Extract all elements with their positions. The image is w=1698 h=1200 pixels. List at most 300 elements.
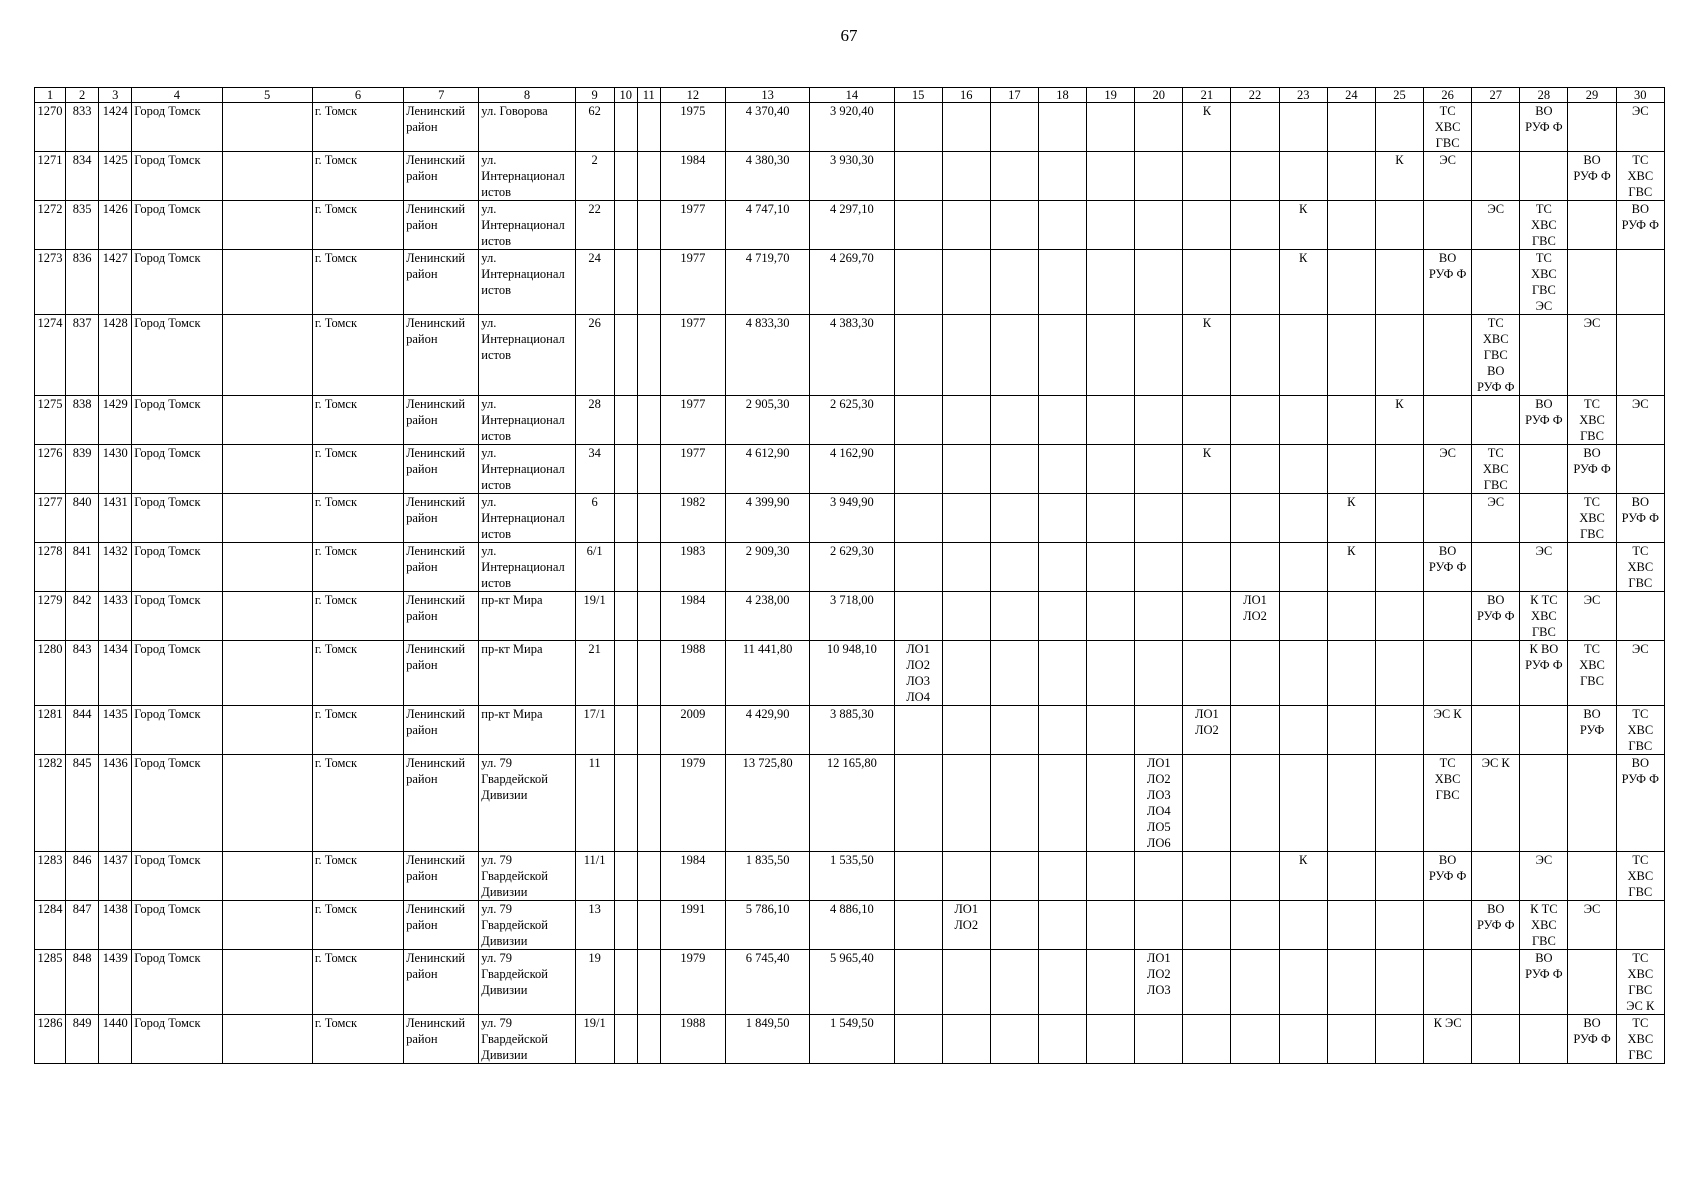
cell-col-15 — [894, 494, 942, 543]
cell-col-23 — [1279, 494, 1327, 543]
cell-col-19 — [1087, 852, 1135, 901]
column-header-6: 6 — [312, 88, 403, 103]
cell-col-18 — [1038, 592, 1086, 641]
cell-col-9: 24 — [575, 250, 614, 315]
cell-col-17 — [990, 152, 1038, 201]
cell-col-24: К — [1327, 494, 1375, 543]
cell-col-24 — [1327, 592, 1375, 641]
cell-col-8: ул. Говорова — [479, 103, 575, 152]
cell-col-10 — [614, 250, 637, 315]
cell-col-25 — [1375, 315, 1423, 396]
cell-col-14: 1 549,50 — [810, 1015, 894, 1064]
cell-col-5 — [222, 901, 312, 950]
cell-col-12: 1984 — [660, 852, 725, 901]
cell-col-9: 19 — [575, 950, 614, 1015]
cell-col-20 — [1135, 445, 1183, 494]
cell-col-1: 1275 — [35, 396, 66, 445]
cell-col-22 — [1231, 1015, 1279, 1064]
cell-col-6: г. Томск — [312, 706, 403, 755]
cell-col-20 — [1135, 641, 1183, 706]
cell-col-10 — [614, 755, 637, 852]
cell-col-3: 1438 — [99, 901, 132, 950]
cell-col-26 — [1424, 494, 1472, 543]
cell-col-30: ВО РУФ Ф — [1616, 494, 1664, 543]
column-header-8: 8 — [479, 88, 575, 103]
cell-col-29: ЭС — [1568, 315, 1616, 396]
cell-col-7: Ленинский район — [404, 201, 479, 250]
cell-col-17 — [990, 1015, 1038, 1064]
cell-col-10 — [614, 445, 637, 494]
cell-col-1: 1285 — [35, 950, 66, 1015]
cell-col-15 — [894, 543, 942, 592]
cell-col-6: г. Томск — [312, 152, 403, 201]
cell-col-22 — [1231, 543, 1279, 592]
cell-col-15 — [894, 950, 942, 1015]
cell-col-14: 12 165,80 — [810, 755, 894, 852]
cell-col-12: 1977 — [660, 396, 725, 445]
cell-col-2: 842 — [66, 592, 99, 641]
cell-col-13: 1 835,50 — [726, 852, 810, 901]
cell-col-9: 22 — [575, 201, 614, 250]
column-header-23: 23 — [1279, 88, 1327, 103]
cell-col-11 — [637, 950, 660, 1015]
cell-col-21 — [1183, 250, 1231, 315]
cell-col-12: 1984 — [660, 152, 725, 201]
cell-col-1: 1274 — [35, 315, 66, 396]
data-table — [34, 87, 1665, 1064]
cell-col-28 — [1520, 315, 1568, 396]
cell-col-22 — [1231, 706, 1279, 755]
cell-col-8: ул. 79 Гвардейской Дивизии — [479, 1015, 575, 1064]
cell-col-3: 1426 — [99, 201, 132, 250]
cell-col-11 — [637, 396, 660, 445]
cell-col-25 — [1375, 250, 1423, 315]
cell-col-19 — [1087, 901, 1135, 950]
cell-col-5 — [222, 592, 312, 641]
cell-col-28: ЭС — [1520, 543, 1568, 592]
cell-col-4: Город Томск — [132, 950, 222, 1015]
cell-col-10 — [614, 950, 637, 1015]
cell-col-14: 3 885,30 — [810, 706, 894, 755]
cell-col-17 — [990, 706, 1038, 755]
cell-col-21 — [1183, 201, 1231, 250]
cell-col-28: К ТС ХВС ГВС — [1520, 592, 1568, 641]
cell-col-2: 849 — [66, 1015, 99, 1064]
cell-col-2: 846 — [66, 852, 99, 901]
table-row — [35, 201, 1665, 250]
cell-col-11 — [637, 543, 660, 592]
cell-col-11 — [637, 901, 660, 950]
cell-col-17 — [990, 755, 1038, 852]
cell-col-3: 1439 — [99, 950, 132, 1015]
table-row — [35, 445, 1665, 494]
cell-col-14: 4 297,10 — [810, 201, 894, 250]
cell-col-2: 836 — [66, 250, 99, 315]
cell-col-26: ЭС К — [1424, 706, 1472, 755]
cell-col-21 — [1183, 592, 1231, 641]
cell-col-2: 845 — [66, 755, 99, 852]
cell-col-29: ВО РУФ — [1568, 706, 1616, 755]
cell-col-6: г. Томск — [312, 755, 403, 852]
cell-col-17 — [990, 250, 1038, 315]
cell-col-12: 1991 — [660, 901, 725, 950]
cell-col-6: г. Томск — [312, 543, 403, 592]
cell-col-23 — [1279, 901, 1327, 950]
cell-col-18 — [1038, 445, 1086, 494]
cell-col-23 — [1279, 592, 1327, 641]
cell-col-8: пр-кт Мира — [479, 592, 575, 641]
cell-col-8: пр-кт Мира — [479, 641, 575, 706]
cell-col-12: 1977 — [660, 315, 725, 396]
cell-col-25 — [1375, 494, 1423, 543]
cell-col-25 — [1375, 543, 1423, 592]
cell-col-7: Ленинский район — [404, 1015, 479, 1064]
cell-col-22 — [1231, 315, 1279, 396]
cell-col-15 — [894, 152, 942, 201]
column-header-11: 11 — [637, 88, 660, 103]
cell-col-21: К — [1183, 315, 1231, 396]
cell-col-19 — [1087, 201, 1135, 250]
cell-col-28: ТС ХВС ГВС ЭС — [1520, 250, 1568, 315]
cell-col-15 — [894, 396, 942, 445]
cell-col-18 — [1038, 543, 1086, 592]
cell-col-2: 843 — [66, 641, 99, 706]
table-row — [35, 494, 1665, 543]
cell-col-21 — [1183, 950, 1231, 1015]
cell-col-8: ул. Интернационал истов — [479, 494, 575, 543]
cell-col-30: ТС ХВС ГВС — [1616, 1015, 1664, 1064]
cell-col-13: 4 612,90 — [726, 445, 810, 494]
cell-col-27: ТС ХВС ГВС — [1472, 445, 1520, 494]
cell-col-13: 4 399,90 — [726, 494, 810, 543]
cell-col-10 — [614, 641, 637, 706]
cell-col-27: ЭС — [1472, 201, 1520, 250]
cell-col-23 — [1279, 950, 1327, 1015]
cell-col-3: 1434 — [99, 641, 132, 706]
cell-col-18 — [1038, 201, 1086, 250]
cell-col-10 — [614, 152, 637, 201]
cell-col-14: 2 629,30 — [810, 543, 894, 592]
cell-col-20 — [1135, 706, 1183, 755]
cell-col-28: К ТС ХВС ГВС — [1520, 901, 1568, 950]
cell-col-5 — [222, 1015, 312, 1064]
cell-col-6: г. Томск — [312, 201, 403, 250]
column-header-25: 25 — [1375, 88, 1423, 103]
cell-col-13: 4 719,70 — [726, 250, 810, 315]
cell-col-4: Город Томск — [132, 641, 222, 706]
cell-col-20 — [1135, 901, 1183, 950]
cell-col-3: 1427 — [99, 250, 132, 315]
cell-col-28 — [1520, 152, 1568, 201]
table-row — [35, 543, 1665, 592]
cell-col-30: ТС ХВС ГВС — [1616, 152, 1664, 201]
cell-col-29: ТС ХВС ГВС — [1568, 494, 1616, 543]
cell-col-26 — [1424, 201, 1472, 250]
cell-col-3: 1431 — [99, 494, 132, 543]
cell-col-2: 837 — [66, 315, 99, 396]
cell-col-26 — [1424, 641, 1472, 706]
cell-col-24 — [1327, 852, 1375, 901]
cell-col-7: Ленинский район — [404, 543, 479, 592]
cell-col-17 — [990, 901, 1038, 950]
cell-col-17 — [990, 494, 1038, 543]
cell-col-17 — [990, 950, 1038, 1015]
cell-col-15 — [894, 445, 942, 494]
cell-col-18 — [1038, 901, 1086, 950]
cell-col-23 — [1279, 543, 1327, 592]
cell-col-17 — [990, 852, 1038, 901]
cell-col-30: ЭС — [1616, 103, 1664, 152]
cell-col-29: ВО РУФ Ф — [1568, 152, 1616, 201]
cell-col-3: 1437 — [99, 852, 132, 901]
cell-col-7: Ленинский район — [404, 396, 479, 445]
column-header-17: 17 — [990, 88, 1038, 103]
table-row — [35, 852, 1665, 901]
cell-col-9: 26 — [575, 315, 614, 396]
cell-col-15 — [894, 706, 942, 755]
cell-col-26 — [1424, 315, 1472, 396]
cell-col-6: г. Томск — [312, 445, 403, 494]
cell-col-24 — [1327, 396, 1375, 445]
cell-col-5 — [222, 641, 312, 706]
cell-col-29: ЭС — [1568, 592, 1616, 641]
cell-col-12: 1975 — [660, 103, 725, 152]
cell-col-23 — [1279, 315, 1327, 396]
column-header-14: 14 — [810, 88, 894, 103]
cell-col-13: 4 370,40 — [726, 103, 810, 152]
cell-col-1: 1278 — [35, 543, 66, 592]
cell-col-23 — [1279, 152, 1327, 201]
cell-col-9: 11 — [575, 755, 614, 852]
cell-col-3: 1429 — [99, 396, 132, 445]
cell-col-5 — [222, 396, 312, 445]
cell-col-19 — [1087, 250, 1135, 315]
column-header-16: 16 — [942, 88, 990, 103]
cell-col-5 — [222, 250, 312, 315]
cell-col-16: ЛО1 ЛО2 — [942, 901, 990, 950]
column-header-30: 30 — [1616, 88, 1664, 103]
cell-col-22 — [1231, 950, 1279, 1015]
cell-col-15: ЛО1 ЛО2 ЛО3 ЛО4 — [894, 641, 942, 706]
cell-col-26: ЭС — [1424, 445, 1472, 494]
cell-col-7: Ленинский район — [404, 445, 479, 494]
cell-col-21 — [1183, 852, 1231, 901]
cell-col-2: 847 — [66, 901, 99, 950]
cell-col-3: 1430 — [99, 445, 132, 494]
cell-col-2: 838 — [66, 396, 99, 445]
cell-col-15 — [894, 852, 942, 901]
cell-col-12: 1979 — [660, 950, 725, 1015]
cell-col-1: 1286 — [35, 1015, 66, 1064]
cell-col-3: 1425 — [99, 152, 132, 201]
cell-col-14: 2 625,30 — [810, 396, 894, 445]
cell-col-12: 1988 — [660, 1015, 725, 1064]
cell-col-11 — [637, 706, 660, 755]
cell-col-14: 3 920,40 — [810, 103, 894, 152]
cell-col-21 — [1183, 1015, 1231, 1064]
cell-col-20 — [1135, 1015, 1183, 1064]
cell-col-28: ВО РУФ Ф — [1520, 103, 1568, 152]
cell-col-21 — [1183, 152, 1231, 201]
cell-col-16 — [942, 950, 990, 1015]
cell-col-7: Ленинский район — [404, 315, 479, 396]
cell-col-29: ТС ХВС ГВС — [1568, 396, 1616, 445]
cell-col-26: ЭС — [1424, 152, 1472, 201]
cell-col-5 — [222, 445, 312, 494]
cell-col-23: К — [1279, 852, 1327, 901]
cell-col-2: 833 — [66, 103, 99, 152]
cell-col-17 — [990, 396, 1038, 445]
cell-col-23 — [1279, 641, 1327, 706]
cell-col-17 — [990, 543, 1038, 592]
cell-col-21 — [1183, 396, 1231, 445]
cell-col-27: ЭС — [1472, 494, 1520, 543]
header-row — [35, 88, 1665, 103]
cell-col-22 — [1231, 201, 1279, 250]
cell-col-30: ВО РУФ Ф — [1616, 201, 1664, 250]
cell-col-25 — [1375, 445, 1423, 494]
cell-col-2: 835 — [66, 201, 99, 250]
table-row — [35, 641, 1665, 706]
column-header-29: 29 — [1568, 88, 1616, 103]
cell-col-25 — [1375, 201, 1423, 250]
cell-col-12: 2009 — [660, 706, 725, 755]
cell-col-21: ЛО1 ЛО2 — [1183, 706, 1231, 755]
cell-col-26 — [1424, 901, 1472, 950]
cell-col-7: Ленинский район — [404, 641, 479, 706]
cell-col-8: ул. Интернационал истов — [479, 201, 575, 250]
cell-col-20: ЛО1 ЛО2 ЛО3 — [1135, 950, 1183, 1015]
cell-col-26: ТС ХВС ГВС — [1424, 103, 1472, 152]
cell-col-21: К — [1183, 445, 1231, 494]
cell-col-20 — [1135, 396, 1183, 445]
cell-col-10 — [614, 1015, 637, 1064]
cell-col-9: 13 — [575, 901, 614, 950]
cell-col-7: Ленинский район — [404, 592, 479, 641]
cell-col-1: 1270 — [35, 103, 66, 152]
cell-col-24 — [1327, 706, 1375, 755]
cell-col-14: 4 269,70 — [810, 250, 894, 315]
cell-col-12: 1979 — [660, 755, 725, 852]
cell-col-2: 834 — [66, 152, 99, 201]
cell-col-2: 841 — [66, 543, 99, 592]
cell-col-20 — [1135, 543, 1183, 592]
cell-col-7: Ленинский район — [404, 152, 479, 201]
cell-col-13: 1 849,50 — [726, 1015, 810, 1064]
cell-col-10 — [614, 706, 637, 755]
cell-col-26: ТС ХВС ГВС — [1424, 755, 1472, 852]
cell-col-27 — [1472, 852, 1520, 901]
cell-col-14: 4 383,30 — [810, 315, 894, 396]
cell-col-8: пр-кт Мира — [479, 706, 575, 755]
cell-col-20 — [1135, 250, 1183, 315]
column-header-13: 13 — [726, 88, 810, 103]
cell-col-14: 3 718,00 — [810, 592, 894, 641]
cell-col-11 — [637, 641, 660, 706]
cell-col-10 — [614, 901, 637, 950]
cell-col-18 — [1038, 315, 1086, 396]
cell-col-18 — [1038, 1015, 1086, 1064]
column-header-27: 27 — [1472, 88, 1520, 103]
cell-col-30: ВО РУФ Ф — [1616, 755, 1664, 852]
cell-col-24 — [1327, 201, 1375, 250]
cell-col-4: Город Томск — [132, 755, 222, 852]
cell-col-30: ТС ХВС ГВС — [1616, 706, 1664, 755]
cell-col-16 — [942, 852, 990, 901]
cell-col-5 — [222, 543, 312, 592]
cell-col-15 — [894, 1015, 942, 1064]
cell-col-1: 1271 — [35, 152, 66, 201]
cell-col-12: 1988 — [660, 641, 725, 706]
cell-col-21: К — [1183, 103, 1231, 152]
cell-col-21 — [1183, 901, 1231, 950]
cell-col-24 — [1327, 103, 1375, 152]
cell-col-25: К — [1375, 396, 1423, 445]
cell-col-28: ВО РУФ Ф — [1520, 396, 1568, 445]
cell-col-13: 4 429,90 — [726, 706, 810, 755]
cell-col-27: ТС ХВС ГВС ВО РУФ Ф — [1472, 315, 1520, 396]
cell-col-8: ул. Интернационал истов — [479, 250, 575, 315]
cell-col-7: Ленинский район — [404, 852, 479, 901]
cell-col-5 — [222, 755, 312, 852]
cell-col-26 — [1424, 396, 1472, 445]
cell-col-11 — [637, 494, 660, 543]
column-header-22: 22 — [1231, 88, 1279, 103]
table-row — [35, 103, 1665, 152]
cell-col-4: Город Томск — [132, 201, 222, 250]
cell-col-19 — [1087, 103, 1135, 152]
cell-col-8: ул. Интернационал истов — [479, 445, 575, 494]
cell-col-13: 2 909,30 — [726, 543, 810, 592]
cell-col-20 — [1135, 315, 1183, 396]
cell-col-29 — [1568, 201, 1616, 250]
cell-col-10 — [614, 201, 637, 250]
cell-col-7: Ленинский район — [404, 755, 479, 852]
column-header-15: 15 — [894, 88, 942, 103]
cell-col-27 — [1472, 706, 1520, 755]
cell-col-7: Ленинский район — [404, 706, 479, 755]
cell-col-3: 1432 — [99, 543, 132, 592]
cell-col-27 — [1472, 641, 1520, 706]
cell-col-8: ул. 79 Гвардейской Дивизии — [479, 950, 575, 1015]
cell-col-19 — [1087, 396, 1135, 445]
cell-col-16 — [942, 250, 990, 315]
cell-col-29: ВО РУФ Ф — [1568, 1015, 1616, 1064]
cell-col-19 — [1087, 950, 1135, 1015]
cell-col-29 — [1568, 950, 1616, 1015]
cell-col-24 — [1327, 445, 1375, 494]
cell-col-4: Город Томск — [132, 445, 222, 494]
cell-col-9: 19/1 — [575, 592, 614, 641]
cell-col-1: 1273 — [35, 250, 66, 315]
cell-col-23: К — [1279, 250, 1327, 315]
column-header-10: 10 — [614, 88, 637, 103]
cell-col-4: Город Томск — [132, 592, 222, 641]
cell-col-13: 13 725,80 — [726, 755, 810, 852]
cell-col-19 — [1087, 755, 1135, 852]
cell-col-5 — [222, 315, 312, 396]
cell-col-4: Город Томск — [132, 852, 222, 901]
cell-col-9: 28 — [575, 396, 614, 445]
cell-col-3: 1435 — [99, 706, 132, 755]
cell-col-14: 5 965,40 — [810, 950, 894, 1015]
cell-col-6: г. Томск — [312, 1015, 403, 1064]
cell-col-14: 4 162,90 — [810, 445, 894, 494]
cell-col-10 — [614, 396, 637, 445]
cell-col-8: ул. 79 Гвардейской Дивизии — [479, 901, 575, 950]
cell-col-7: Ленинский район — [404, 950, 479, 1015]
cell-col-13: 11 441,80 — [726, 641, 810, 706]
